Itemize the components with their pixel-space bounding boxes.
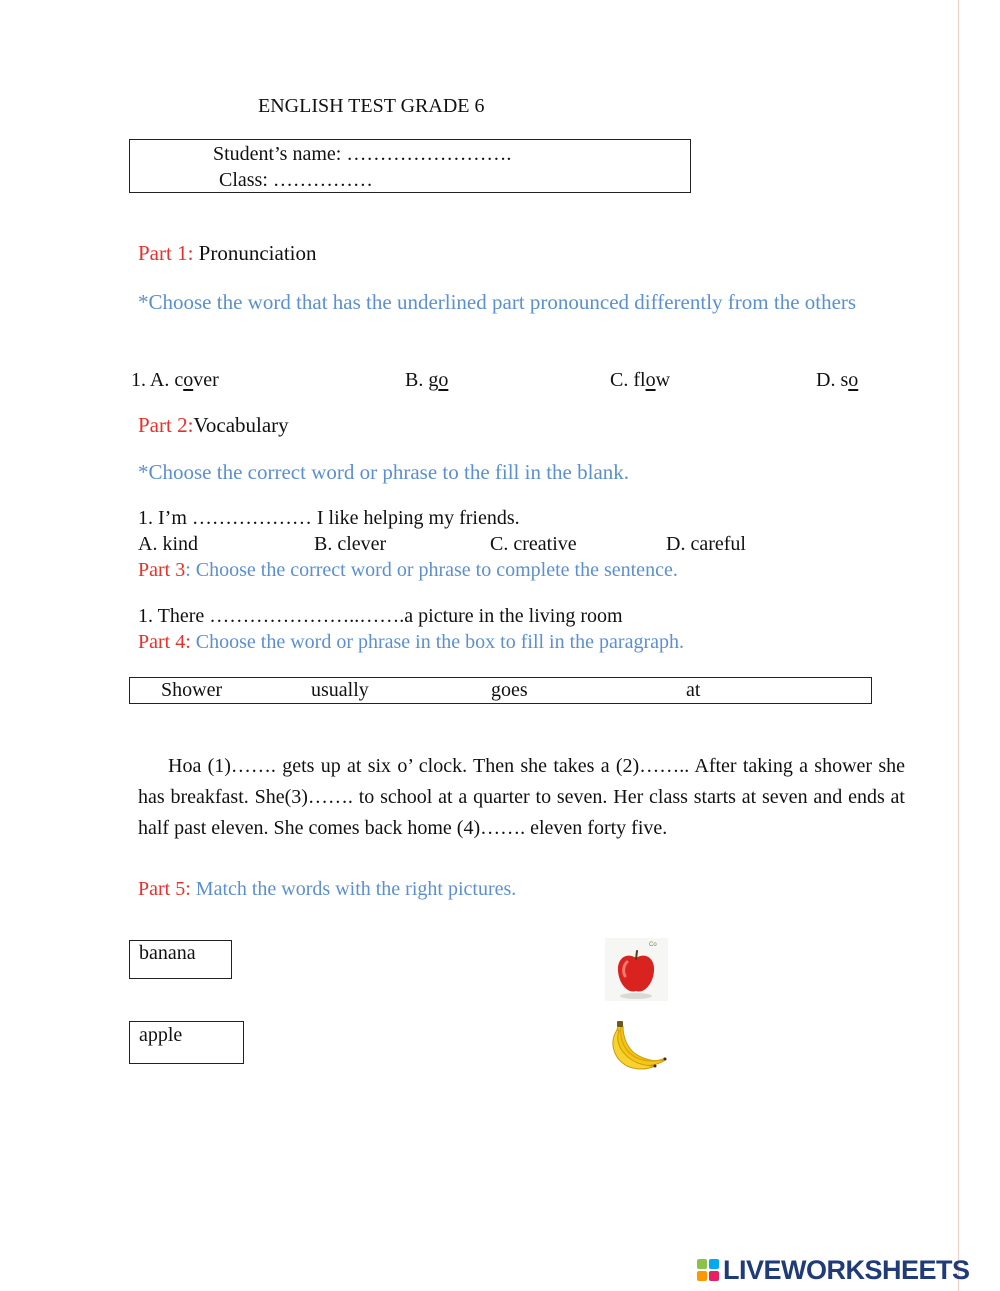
- part2-heading: [138, 413, 289, 438]
- option-c-text-end: w: [655, 369, 671, 391]
- student-info-box: [129, 139, 691, 193]
- banana-icon: [607, 1020, 669, 1070]
- class-field[interactable]: Class: ……………: [219, 169, 373, 191]
- option-c-underlined: o: [645, 369, 656, 391]
- part2-option-b[interactable]: B. clever: [314, 533, 387, 555]
- logo-mark-square: [709, 1271, 719, 1281]
- word-box-item: Shower: [161, 679, 223, 701]
- apple-icon: [605, 938, 668, 1001]
- part3-instruction: : Choose the correct word or phrase to complete the sentence.: [185, 559, 678, 581]
- option-c-text-start: C. fl: [610, 369, 646, 391]
- match-word-label: apple: [139, 1024, 183, 1046]
- page-margin-line: [958, 0, 959, 1291]
- logo-mark-square: [697, 1271, 707, 1281]
- option-a-underlined: o: [183, 369, 194, 391]
- match-word-banana[interactable]: [129, 940, 232, 979]
- part2-instruction: *Choose the correct word or phrase to the fill in the blank.: [138, 460, 630, 484]
- page-title: ENGLISH TEST GRADE 6: [258, 95, 485, 117]
- option-b-text-start: B. g: [405, 369, 439, 391]
- logo-mark-square: [709, 1259, 719, 1269]
- part1-option-a[interactable]: [131, 369, 219, 392]
- word-box: [129, 677, 872, 704]
- liveworksheets-logo[interactable]: [697, 1255, 970, 1285]
- part1-label: Part 1:: [138, 241, 194, 265]
- part2-title: Vocabulary: [193, 413, 289, 437]
- part1-heading: [138, 241, 317, 266]
- part2-option-a[interactable]: A. kind: [138, 533, 198, 555]
- part4-instruction: Choose the word or phrase in the box to fill in the paragraph.: [190, 631, 684, 653]
- option-d-text-start: D. s: [816, 369, 849, 391]
- brand-name: LIVEWORKSHEETS: [723, 1254, 970, 1285]
- part1-title: Pronunciation: [193, 241, 317, 265]
- match-word-label: banana: [139, 942, 196, 964]
- part5-instruction: Match the words with the right pictures.: [190, 878, 517, 900]
- liveworksheets-mark-icon: [697, 1259, 719, 1281]
- student-name-field[interactable]: Student’s name: …………………….: [213, 143, 512, 165]
- part2-option-c[interactable]: C. creative: [490, 533, 577, 555]
- banana-picture[interactable]: [607, 1020, 669, 1070]
- apple-picture[interactable]: [605, 938, 668, 1001]
- part4-paragraph: Hoa (1)……. gets up at six o’ clock. Then she takes a (2)…….. After taking a shower she has breakfast. She(3)……. to school at a quarter to seven. Her class starts at seven and ends at half past eleven. She comes back home (4)……. eleven forty five.: [138, 755, 905, 839]
- part4-label: Part 4:: [138, 631, 191, 653]
- part3-label: Part 3: [138, 559, 186, 581]
- word-box-item: goes: [491, 679, 528, 701]
- logo-mark-square: [697, 1259, 707, 1269]
- svg-text:Co: Co: [649, 942, 657, 948]
- part2-option-d[interactable]: D. careful: [666, 533, 746, 555]
- word-box-item: usually: [311, 679, 369, 701]
- word-box-item: at: [686, 679, 701, 701]
- option-d-underlined: o: [848, 369, 859, 391]
- option-a-text-end: ver: [193, 369, 219, 391]
- part3-heading: [138, 559, 678, 582]
- part1-instruction: *Choose the word that has the underlined part pronounced differently from the others: [138, 290, 857, 314]
- part2-label: Part 2:: [138, 413, 194, 437]
- option-b-underlined: o: [438, 369, 449, 391]
- part5-label: Part 5:: [138, 878, 191, 900]
- match-word-apple[interactable]: [129, 1021, 244, 1064]
- part4-heading: [138, 631, 684, 654]
- part3-question[interactable]: 1. There …………………..…….a picture in the living room: [138, 605, 623, 627]
- part5-heading: [138, 878, 516, 901]
- part1-option-b[interactable]: [405, 369, 448, 392]
- part2-question: 1. I’m ……………… I like helping my friends.: [138, 507, 520, 529]
- part1-option-d[interactable]: [816, 369, 858, 392]
- part1-option-c[interactable]: [610, 369, 670, 392]
- option-a-text-start: 1. A. c: [131, 369, 184, 391]
